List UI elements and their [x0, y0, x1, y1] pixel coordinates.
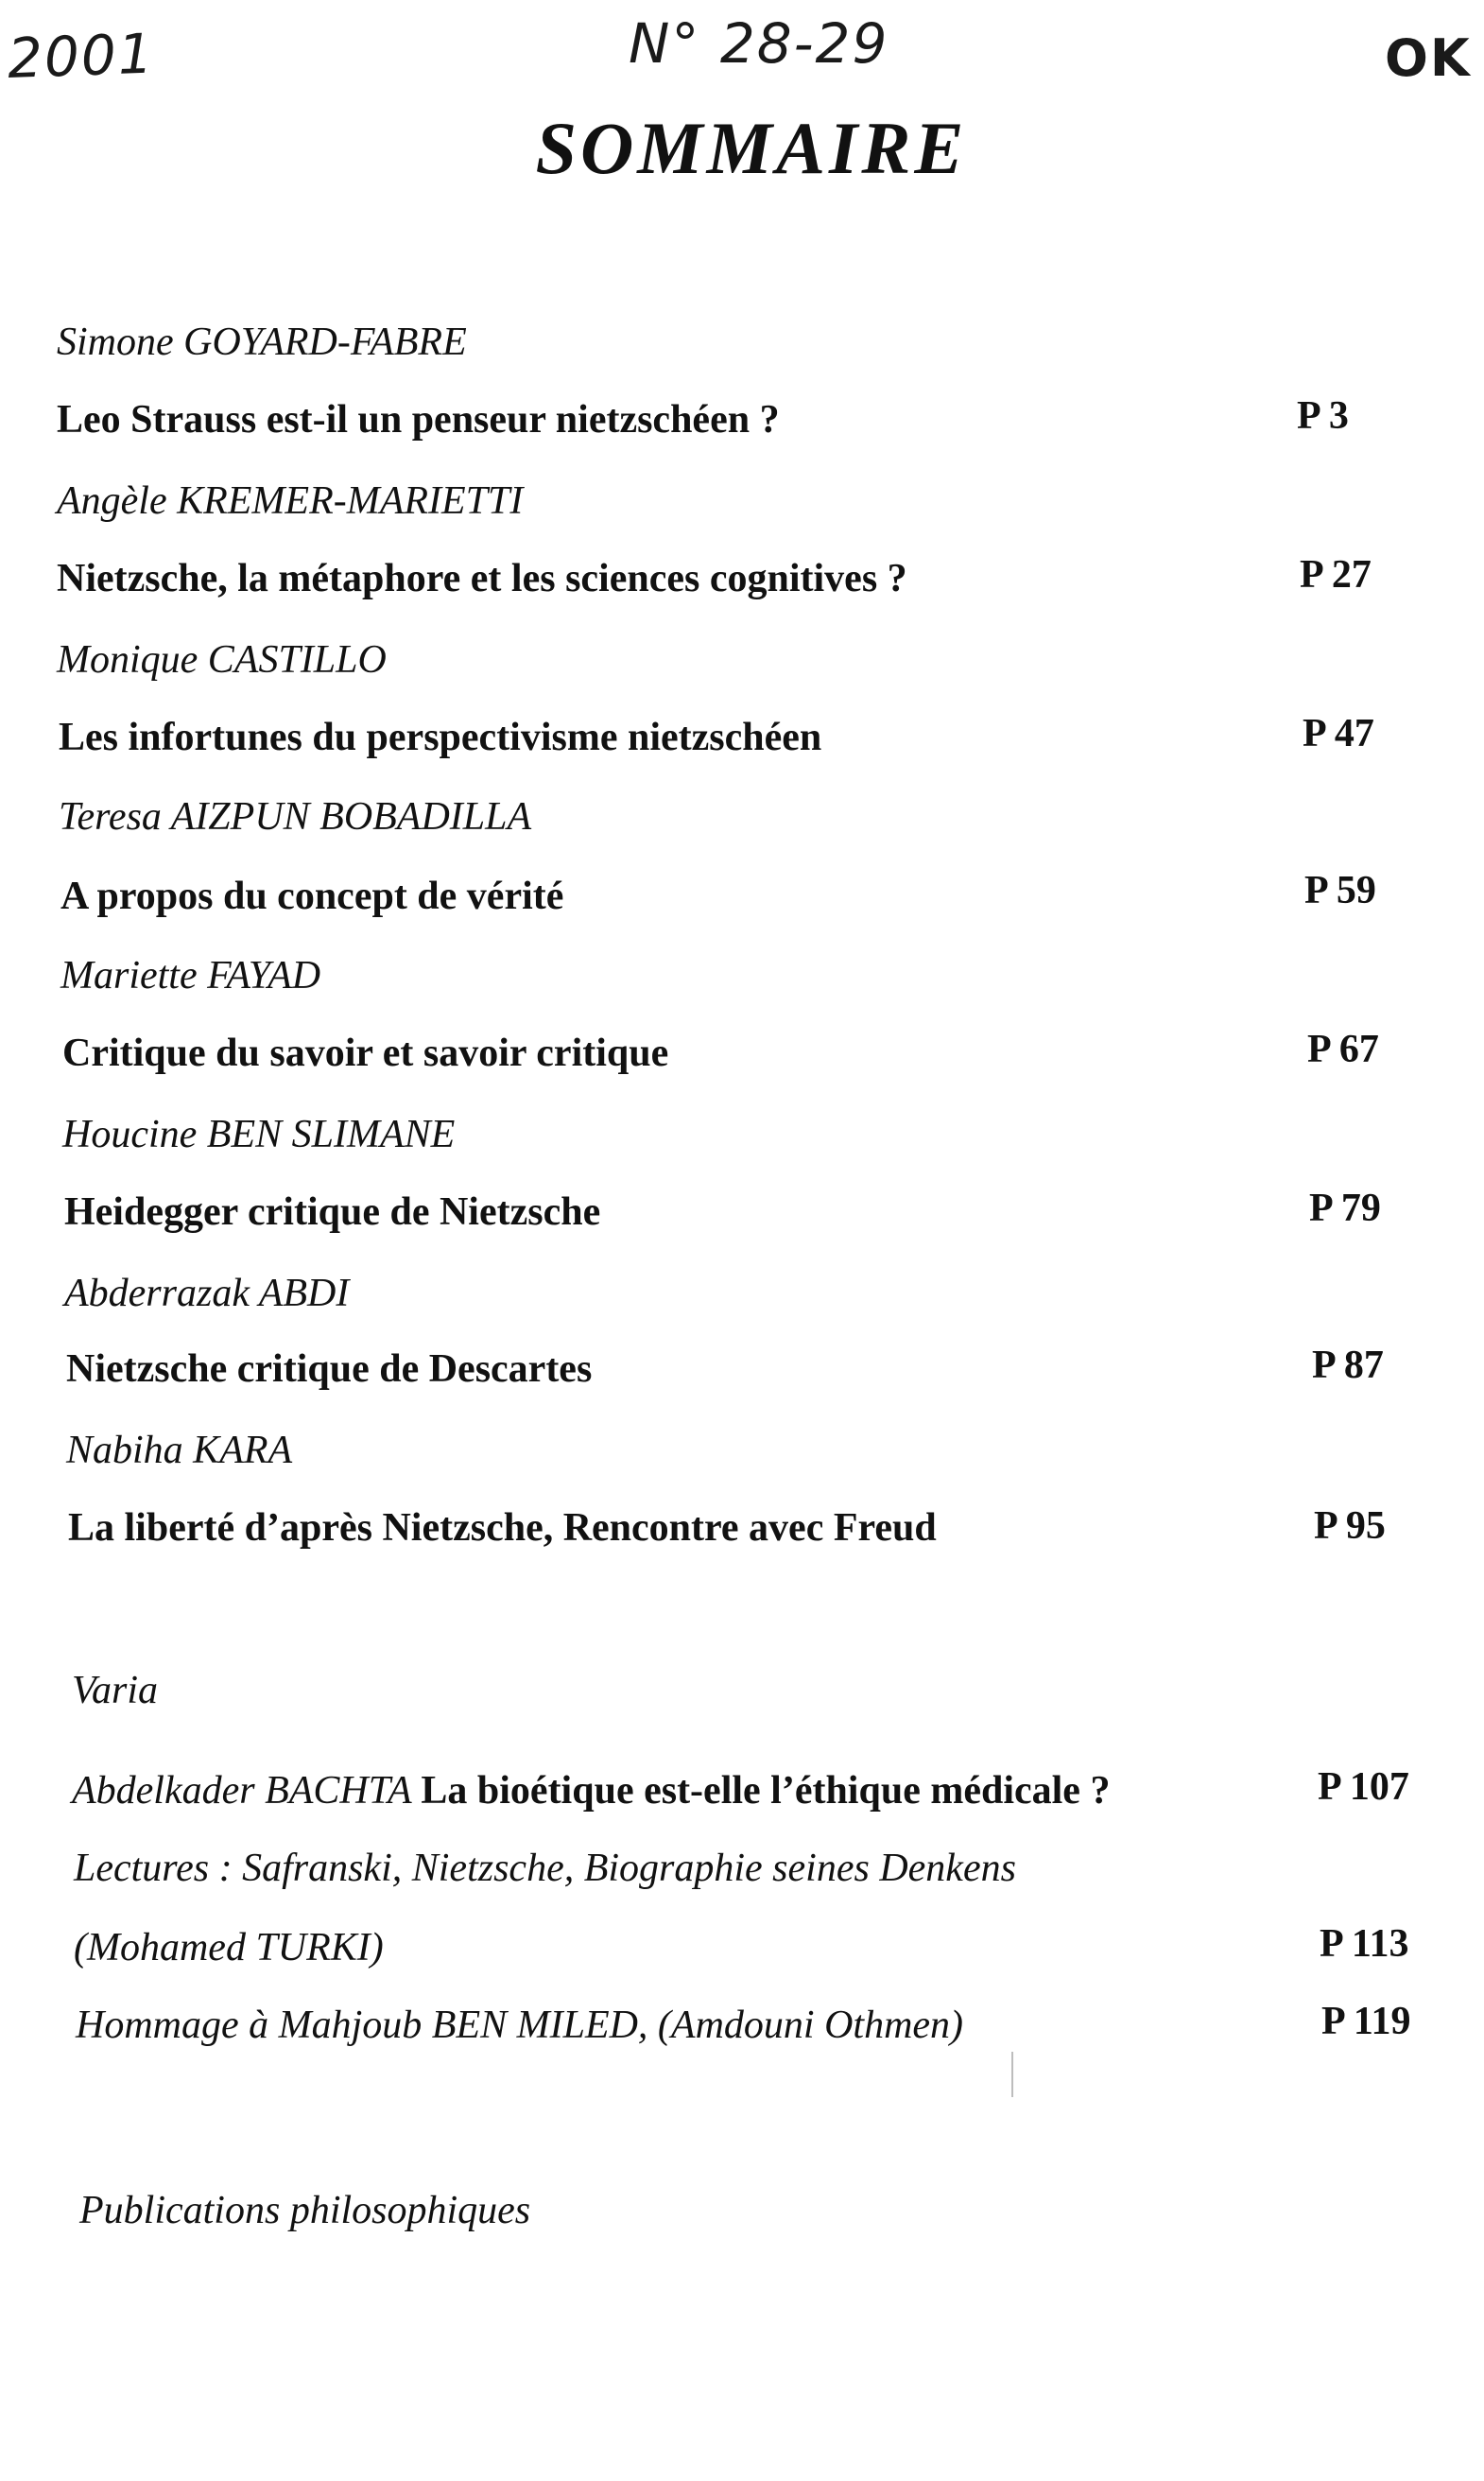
entry-page-ref: P 59: [1304, 869, 1376, 912]
entry-author: Monique CASTILLO: [57, 638, 387, 682]
scan-mark: [1011, 2052, 1013, 2097]
entry-title: Nietzsche, la métaphore et les sciences cognitives ?: [57, 557, 907, 600]
entry-title: Nietzsche critique de Descartes: [66, 1347, 593, 1391]
varia-page-ref: P 113: [1320, 1922, 1409, 1966]
varia-item: Hommage à Mahjoub BEN MILED, (Amdouni Othmen): [76, 2004, 964, 2047]
entry-title: Les infortunes du perspectivisme nietzschéen: [59, 716, 822, 759]
varia-item-title: La bioétique est-elle l’éthique médicale ?: [421, 1769, 1111, 1813]
varia-item: [72, 1768, 1110, 1813]
entry-title: A propos du concept de vérité: [60, 875, 564, 918]
entry-page-ref: P 47: [1303, 712, 1374, 755]
entry-title: Heidegger critique de Nietzsche: [64, 1190, 601, 1234]
varia-page-ref: P 119: [1321, 2000, 1411, 2043]
entry-author: Simone GOYARD-FABRE: [57, 321, 467, 364]
section-label-varia: Varia: [72, 1669, 159, 1712]
entry-author: Mariette FAYAD: [60, 954, 321, 998]
entry-title: La liberté d’après Nietzsche, Rencontre avec Freud: [68, 1506, 937, 1550]
entry-page-ref: P 95: [1314, 1504, 1386, 1548]
entry-author: Teresa AIZPUN BOBADILLA: [59, 795, 532, 839]
handwritten-ok-mark: OK: [1385, 28, 1472, 88]
entry-title: Critique du savoir et savoir critique: [62, 1032, 669, 1075]
entry-page-ref: P 87: [1312, 1344, 1384, 1387]
footer-label: Publications philosophiques: [79, 2189, 531, 2232]
varia-page-ref: P 107: [1318, 1765, 1409, 1809]
entry-page-ref: P 27: [1300, 553, 1372, 597]
entry-title: Leo Strauss est-il un penseur nietzschéen ?: [57, 398, 780, 442]
entry-author: Houcine BEN SLIMANE: [62, 1113, 456, 1156]
page-title: SOMMAIRE: [535, 107, 968, 189]
handwritten-issue-number: N° 28-29: [629, 11, 889, 76]
handwritten-year: 2001: [6, 21, 156, 91]
entry-page-ref: P 79: [1309, 1187, 1381, 1230]
varia-item-author: Abdelkader BACHTA: [72, 1769, 411, 1813]
entry-author: Angèle KREMER-MARIETTI: [57, 479, 524, 523]
entry-author: Abderrazak ABDI: [64, 1272, 350, 1315]
varia-item: (Mohamed TURKI): [74, 1926, 384, 1969]
entry-page-ref: P 67: [1307, 1028, 1379, 1071]
varia-item: Lectures : Safranski, Nietzsche, Biographie seines Denkens: [74, 1847, 1016, 1890]
entry-author: Nabiha KARA: [66, 1429, 293, 1472]
entry-page-ref: P 3: [1297, 394, 1349, 438]
